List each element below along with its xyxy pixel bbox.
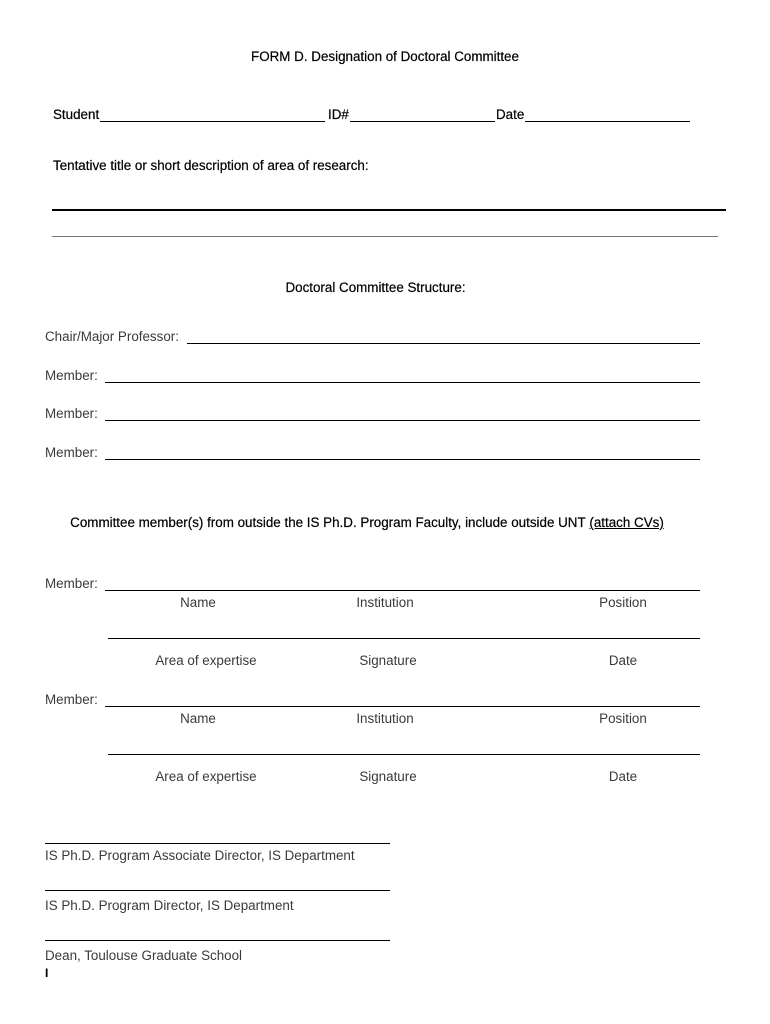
member-field[interactable] [105,445,700,460]
attach-cvs-note: (attach CVs) [589,515,664,530]
outside-member-block [0,692,770,785]
column-label-name: Name [180,595,216,610]
column-label-position: Position [599,595,647,610]
research-description-field[interactable] [52,222,718,237]
student-label: Student [53,107,100,122]
outside-heading-text: Committee member(s) from outside the IS Ph.D. Program Faculty, include outside UNT [70,515,586,530]
approval-signature-line[interactable] [45,926,390,941]
column-label-area-of-expertise: Area of expertise [155,653,257,668]
approval-signature-line[interactable] [45,876,390,891]
outside-member-label: Member: [45,692,98,707]
footer-mark: I [45,966,49,980]
outside-member-label: Member: [45,576,98,591]
chair-label: Chair/Major Professor: [45,329,179,344]
member-field[interactable] [105,368,700,383]
outside-member-block [0,576,770,669]
column-label-date: Date [608,769,638,784]
approval-title: Dean, Toulouse Graduate School [45,948,243,963]
column-label-signature: Signature [359,769,417,784]
id-label: ID# [328,107,349,122]
research-label: Tentative title or short description of area of research: [53,158,369,173]
id-field[interactable] [350,107,495,122]
column-label-name: Name [180,711,216,726]
column-label-area-of-expertise: Area of expertise [155,769,257,784]
member-label: Member: [45,368,98,383]
column-label-institution: Institution [356,595,414,610]
structure-heading: Doctoral Committee Structure: [285,280,466,295]
column-label-signature: Signature [359,653,417,668]
date-label: Date [496,107,525,122]
column-label-institution: Institution [356,711,414,726]
approval-title: IS Ph.D. Program Associate Director, IS Department [45,848,355,863]
member-label: Member: [45,406,98,421]
column-label-date: Date [608,653,638,668]
member-field[interactable] [105,406,700,421]
outside-heading [0,515,734,531]
research-title-field[interactable] [52,195,726,211]
column-label-position: Position [599,711,647,726]
member-label: Member: [45,445,98,460]
approval-title: IS Ph.D. Program Director, IS Department [45,898,294,913]
date-field[interactable] [525,107,690,122]
outside-member-name-field[interactable] [105,692,700,707]
outside-member-details-field[interactable] [108,740,700,755]
approval-signature-line[interactable] [45,829,390,844]
student-field[interactable] [100,107,325,122]
outside-member-details-field[interactable] [108,624,700,639]
outside-member-name-field[interactable] [105,576,700,591]
form-title: FORM D. Designation of Doctoral Committee [251,49,519,64]
chair-field[interactable] [187,329,700,344]
